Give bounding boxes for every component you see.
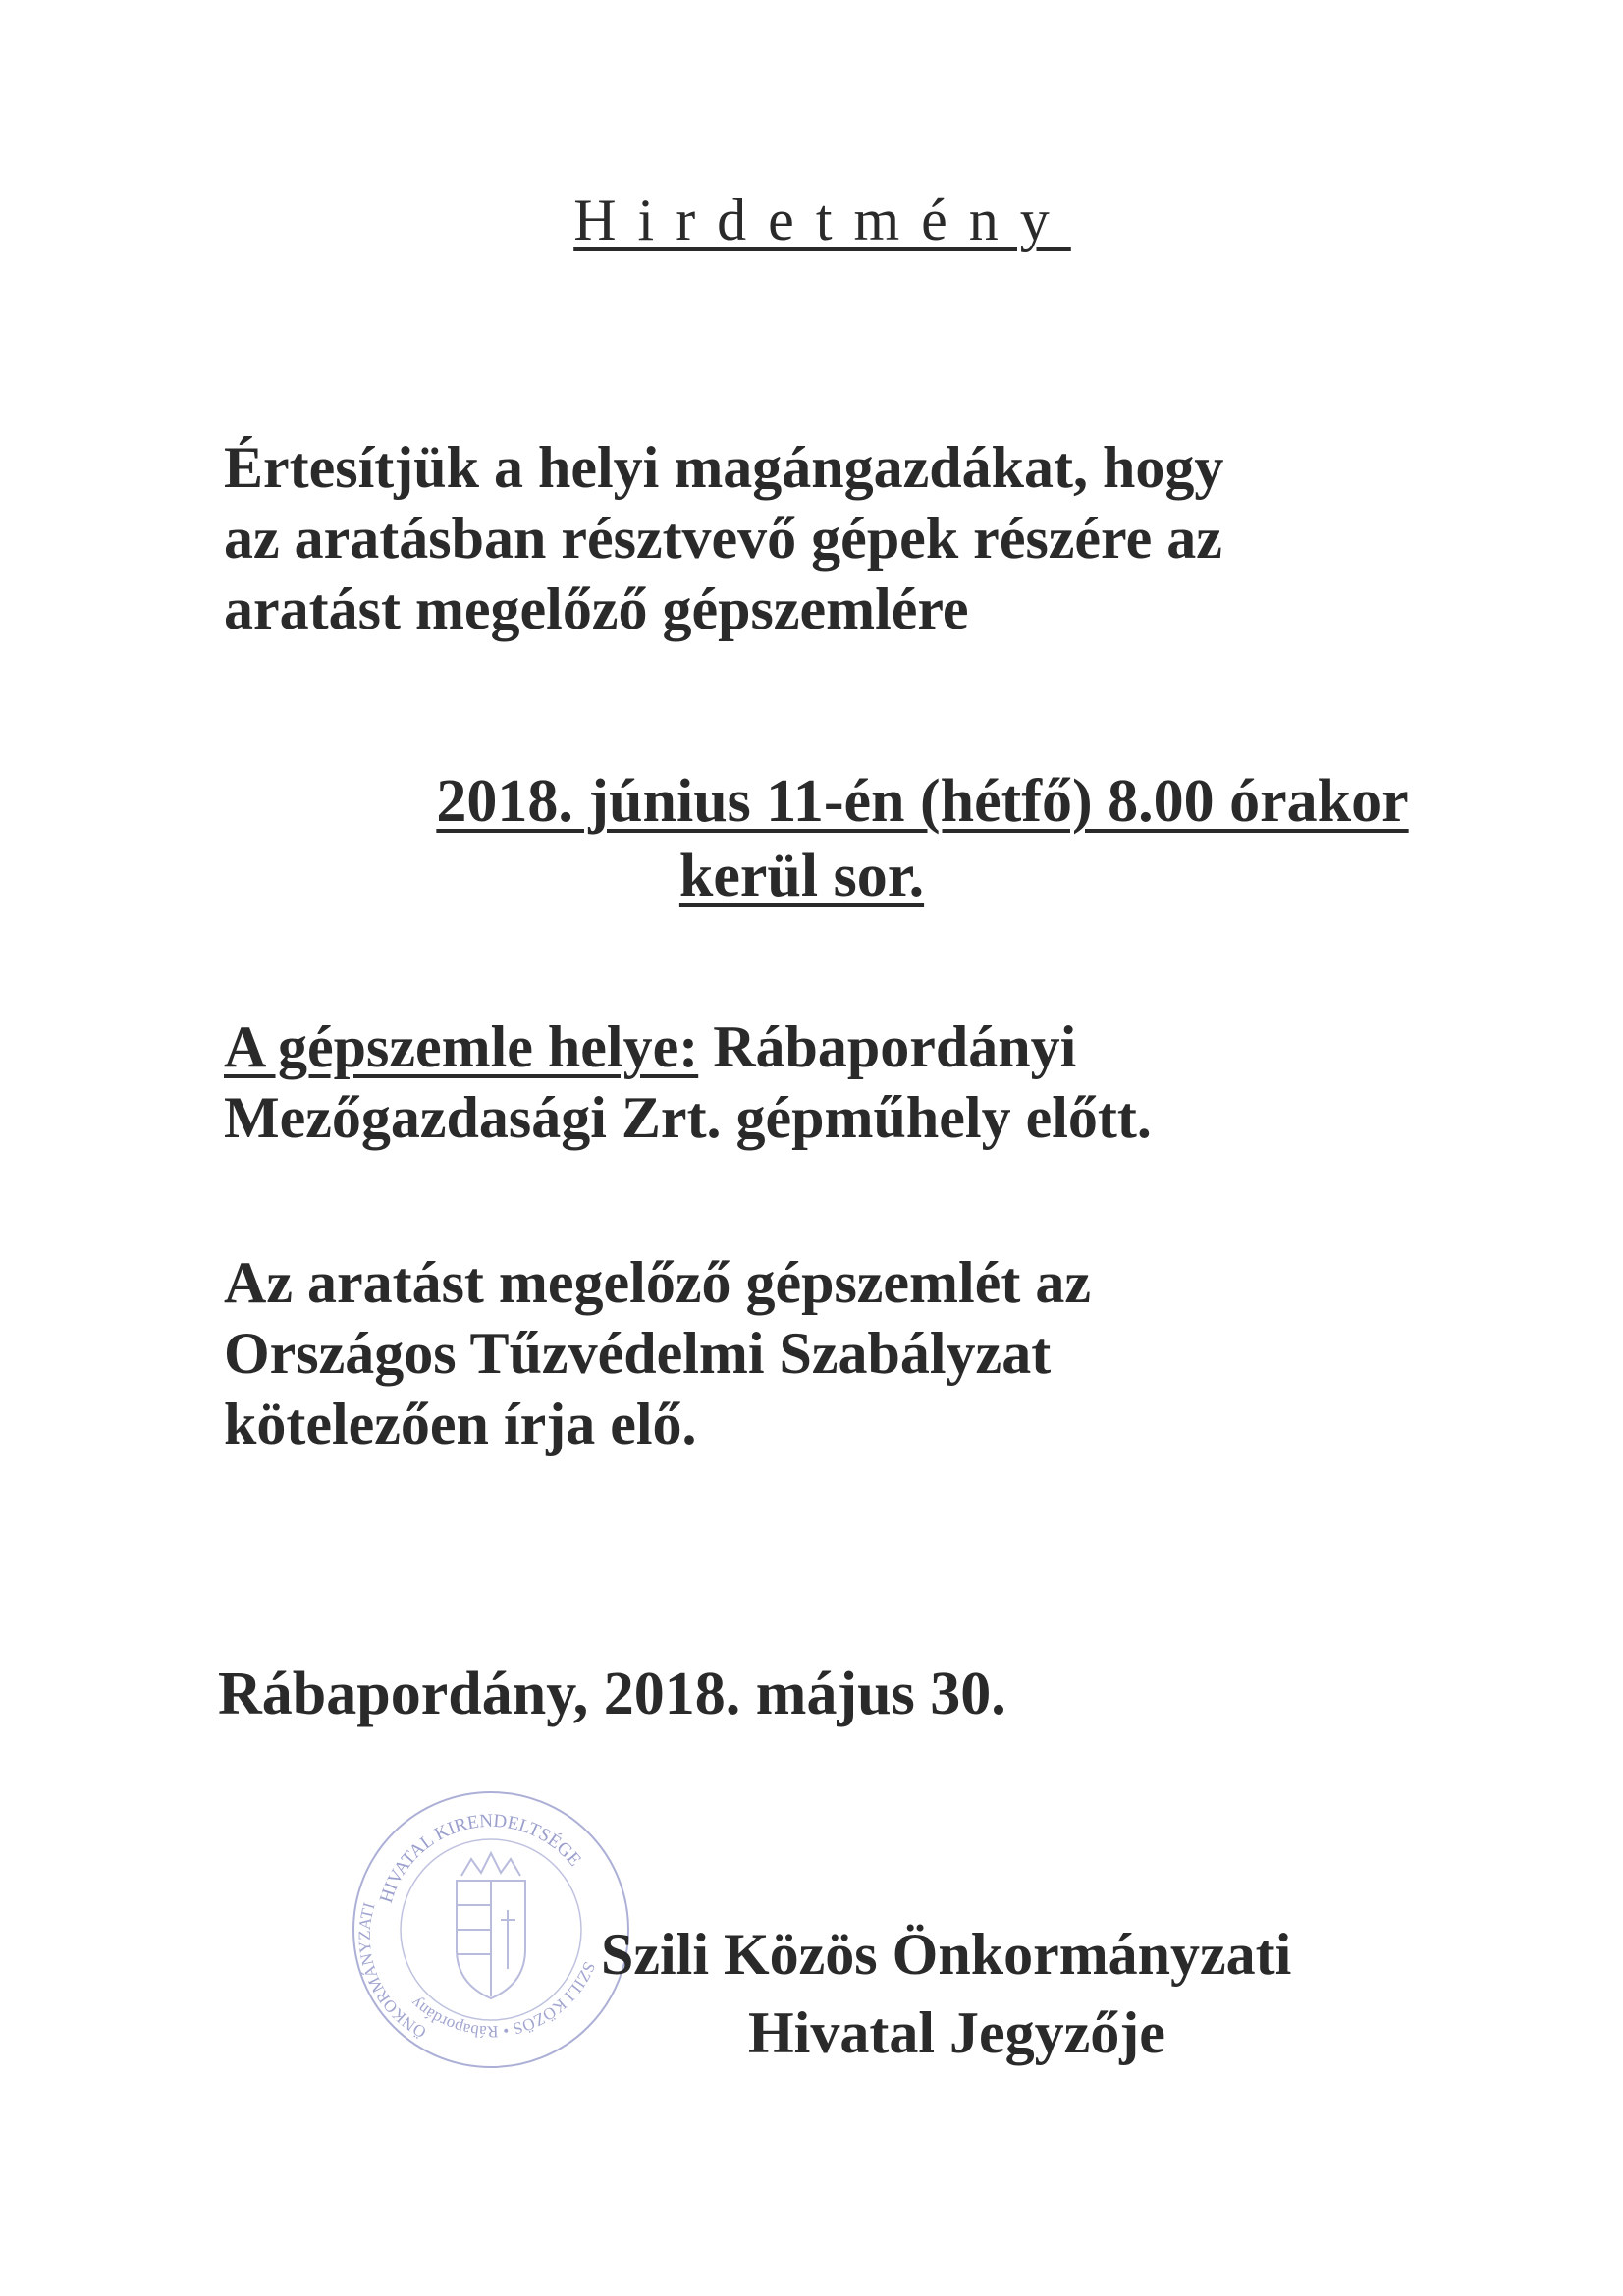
regulation-paragraph	[224, 1247, 1500, 1459]
document-title: Hirdetmény	[573, 188, 1071, 252]
intro-line-3: aratást megelőző gépszemlére	[224, 576, 969, 641]
stamp-text-left: ÖNKORMÁNYZATI	[354, 1900, 430, 2042]
place-and-date: Rábapordány, 2018. május 30.	[218, 1661, 1006, 1727]
intro-paragraph	[224, 432, 1500, 644]
official-stamp	[344, 1782, 638, 2077]
date-notice-line-1: 2018. június 11-én (hétfő) 8.00 órakor	[436, 768, 1409, 835]
signature-block	[601, 1915, 1465, 2072]
coat-of-arms-icon	[457, 1853, 525, 1998]
location-paragraph	[224, 1011, 1500, 1153]
signature-line-1: Szili Közös Önkormányzati	[601, 1922, 1292, 1987]
signature-line-2: Hivatal Jegyzője	[748, 2000, 1165, 2065]
location-label: A gépszemle helye:	[224, 1014, 699, 1079]
location-line-2: Mezőgazdasági Zrt. gépműhely előtt.	[224, 1085, 1152, 1150]
regulation-line-3: kötelezően írja elő.	[224, 1392, 697, 1456]
location-value: Rábapordányi	[698, 1014, 1077, 1079]
regulation-line-2: Országos Tűzvédelmi Szabályzat	[224, 1321, 1052, 1386]
regulation-line-1: Az aratást megelőző gépszemlét az	[224, 1250, 1091, 1315]
stamp-text-bottom: SZILI KÖZÖS • Rábapordány	[406, 1958, 600, 2042]
intro-line-1: Értesítjük a helyi magángazdákat, hogy	[224, 435, 1224, 500]
intro-line-2: az aratásban résztvevő gépek részére az	[224, 506, 1222, 571]
stamp-text-top: HIVATAL KIRENDELTSÉGE	[375, 1810, 585, 1906]
date-notice-line-2: kerül sor.	[678, 843, 925, 909]
location-line-1	[224, 1011, 1500, 1082]
date-notice	[0, 764, 1623, 913]
